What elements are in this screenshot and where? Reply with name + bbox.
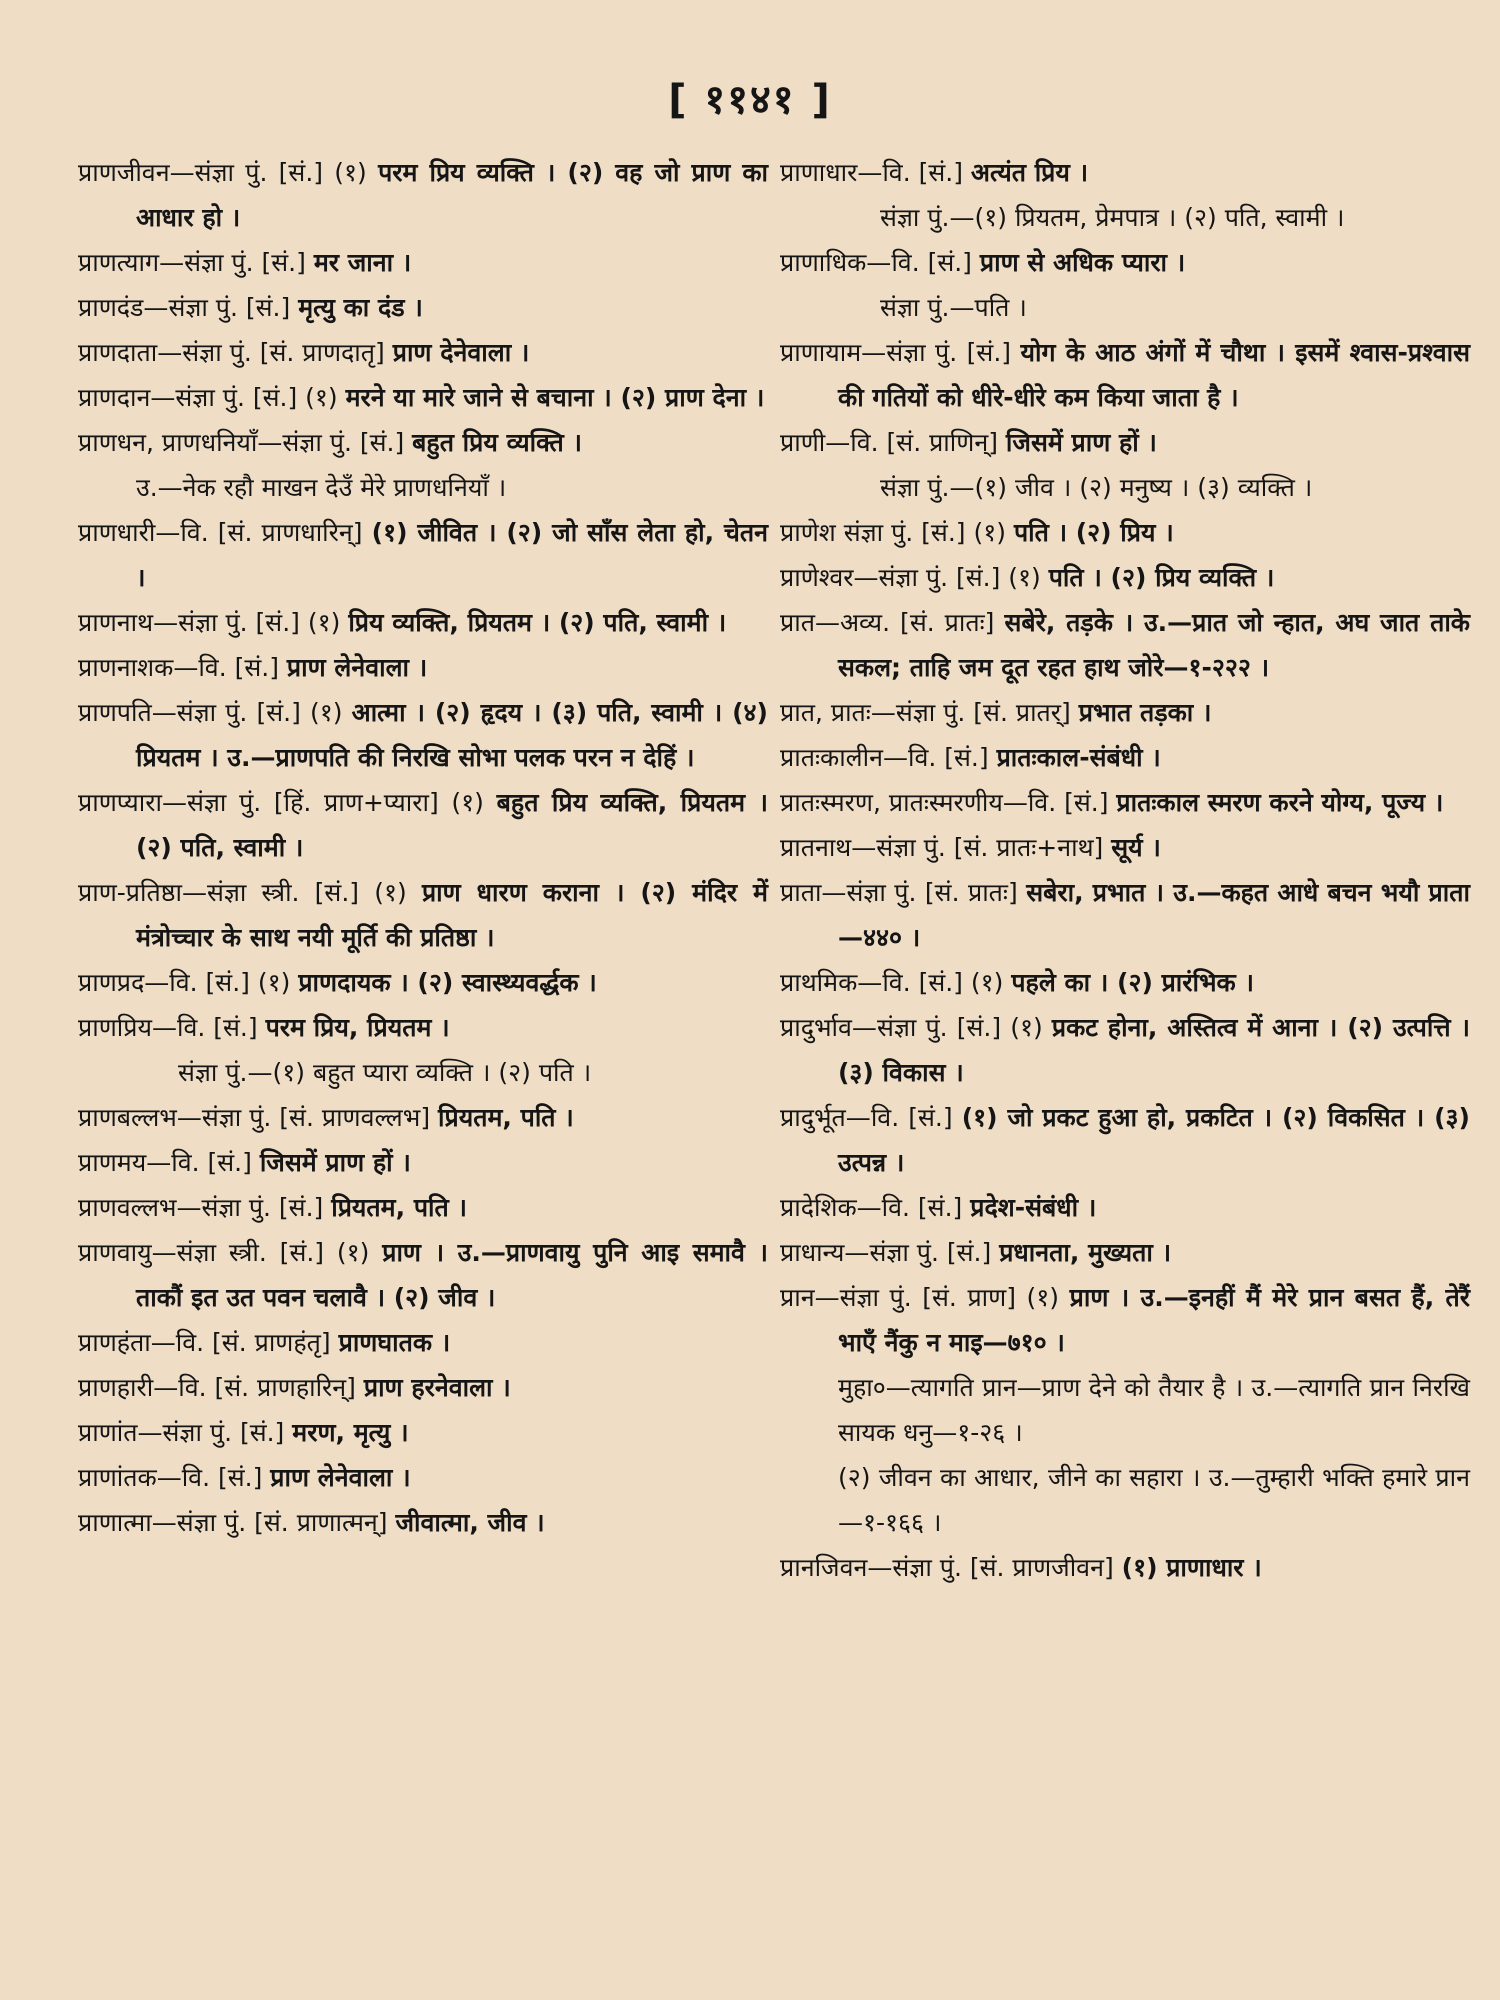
headword: प्राणहारी— bbox=[78, 1373, 179, 1402]
dictionary-entry bbox=[780, 1545, 1470, 1590]
grammar-note: संज्ञा स्त्री. [सं.] (१) bbox=[206, 878, 422, 907]
definition: प्रधानता, मुख्यता । bbox=[999, 1238, 1172, 1267]
headword: प्राणधन, प्राणधनियाँ— bbox=[78, 428, 283, 457]
dictionary-entry bbox=[780, 1005, 1470, 1095]
grammar-note: संज्ञा पुं. [सं.] bbox=[201, 1193, 332, 1222]
dictionary-entry bbox=[78, 960, 768, 1005]
headword: प्राणांतक— bbox=[78, 1463, 182, 1492]
headword: प्राता— bbox=[780, 878, 847, 907]
definition: प्रभात तड़का । bbox=[1078, 698, 1212, 727]
grammar-note: संज्ञा पुं. [सं.] (१) bbox=[194, 158, 379, 187]
headword: प्राणवायु— bbox=[78, 1238, 177, 1267]
definition: प्राणघातक । bbox=[338, 1328, 451, 1357]
dictionary-entry bbox=[780, 330, 1470, 420]
sub-entry bbox=[78, 1050, 768, 1095]
dictionary-entry bbox=[780, 1275, 1470, 1365]
definition: बहुत प्रिय व्यक्ति । bbox=[412, 428, 582, 457]
definition: प्राण देनेवाला । bbox=[392, 338, 530, 367]
grammar-note: संज्ञा पुं. [सं.] (१) bbox=[175, 383, 346, 412]
headword: प्राणांत— bbox=[78, 1418, 163, 1447]
grammar-note: वि. [सं.] bbox=[176, 1013, 266, 1042]
definition: प्रातःकाल-संबंधी । bbox=[996, 743, 1161, 772]
headword: प्रातःस्मरण, प्रातःस्मरणीय— bbox=[780, 788, 1028, 817]
sub-entry-text: संज्ञा पुं.—(१) बहुत प्यारा व्यक्ति । (२) पति । bbox=[178, 1058, 592, 1087]
definition: अत्यंत प्रिय । bbox=[970, 158, 1089, 187]
headword: प्राणदान— bbox=[78, 383, 176, 412]
dictionary-entry bbox=[780, 1095, 1470, 1185]
definition: पति । (२) प्रिय व्यक्ति । bbox=[1048, 563, 1275, 592]
definition: प्रातःकाल स्मरण करने योग्य, पूज्य । bbox=[1116, 788, 1444, 817]
grammar-note: संज्ञा पुं. [हिं. प्राण+प्यारा] (१) bbox=[186, 788, 497, 817]
definition: मृत्यु का दंड । bbox=[298, 293, 423, 322]
dictionary-entry bbox=[78, 285, 768, 330]
grammar-note: वि. [सं.] bbox=[1027, 788, 1117, 817]
definition: योग के आठ अंगों में चौथा । इसमें श्वास-प्रश्वास की गतियों को धीरे-धीरे कम किया जाता है । bbox=[838, 338, 1470, 412]
definition: प्रिय व्यक्ति, प्रियतम । (२) पति, स्वामी । bbox=[348, 608, 727, 637]
headword: प्रान— bbox=[780, 1283, 840, 1312]
definition: प्राण से अधिक प्यारा । bbox=[979, 248, 1186, 277]
dictionary-entry bbox=[78, 1095, 768, 1140]
grammar-note: वि. [सं.] bbox=[881, 1193, 971, 1222]
page-number: [ ११४१ ] bbox=[668, 77, 832, 123]
definition: बहुत प्रिय व्यक्ति, प्रियतम । (२) पति, स्वामी । bbox=[136, 788, 768, 862]
grammar-note: संज्ञा स्त्री. [सं.] (१) bbox=[176, 1238, 383, 1267]
dictionary-entry bbox=[78, 1005, 768, 1050]
dictionary-entry bbox=[780, 150, 1470, 195]
sub-entry bbox=[780, 1365, 1470, 1455]
definition: प्राण लेनेवाला । bbox=[286, 653, 428, 682]
grammar-note: संज्ञा पुं. [सं. प्राणजीवन] bbox=[892, 1553, 1122, 1582]
headword: प्राणप्रद— bbox=[78, 968, 170, 997]
headword: प्रात, प्रातः— bbox=[780, 698, 896, 727]
dictionary-entry bbox=[780, 870, 1470, 960]
sub-entry bbox=[780, 285, 1470, 330]
headword: प्रातःकालीन— bbox=[780, 743, 908, 772]
sub-entry-text: संज्ञा पुं.—(१) प्रियतम, प्रेमपात्र । (२) पति, स्वामी । bbox=[880, 203, 1345, 232]
dictionary-entry bbox=[78, 510, 768, 600]
definition: पति । (२) प्रिय । bbox=[1013, 518, 1174, 547]
definition: सबेरा, प्रभात । उ.—कहत आधे बचन भयौ प्राता—४४० । bbox=[838, 878, 1470, 952]
definition: मरने या मारे जाने से बचाना । (२) प्राण देना । bbox=[345, 383, 765, 412]
dictionary-entry bbox=[780, 555, 1470, 600]
dictionary-entry bbox=[78, 1365, 768, 1410]
definition: जिसमें प्राण हों । bbox=[1005, 428, 1157, 457]
headword: प्राणदंड— bbox=[78, 293, 169, 322]
definition: मर जाना । bbox=[313, 248, 412, 277]
definition: जीवात्मा, जीव । bbox=[395, 1508, 545, 1537]
grammar-note: संज्ञा पुं. [सं.] bbox=[162, 1418, 293, 1447]
grammar-note: संज्ञा पुं. [सं.] (१) bbox=[843, 518, 1014, 547]
headword: प्राणेश bbox=[780, 518, 844, 547]
definition: परम प्रिय व्यक्ति । (२) वह जो प्राण का आधार हो । bbox=[136, 158, 768, 232]
sub-entry bbox=[780, 465, 1470, 510]
headword: प्राथमिक— bbox=[780, 968, 883, 997]
sub-entry bbox=[780, 1455, 1470, 1545]
dictionary-entry bbox=[780, 240, 1470, 285]
grammar-note: वि. [सं.] bbox=[882, 158, 971, 187]
dictionary-entry bbox=[78, 645, 768, 690]
grammar-note: संज्ञा पुं. [सं.] bbox=[282, 428, 413, 457]
grammar-note: संज्ञा पुं. [सं. प्राणात्मन्] bbox=[176, 1508, 396, 1537]
grammar-note: संज्ञा पुं. [सं.] (१) bbox=[878, 563, 1049, 592]
dictionary-entry bbox=[78, 1410, 768, 1455]
headword: प्राणप्यारा— bbox=[78, 788, 187, 817]
definition: प्राण हरनेवाला । bbox=[363, 1373, 511, 1402]
definition: आत्मा । (२) हृदय । (३) पति, स्वामी । (४) प्रियतम । उ.—प्राणपति की निरखि सोभा पलक परन न देहिं । bbox=[136, 698, 768, 772]
dictionary-entry bbox=[78, 330, 768, 375]
headword: प्राधान्य— bbox=[780, 1238, 870, 1267]
definition: (१) जो प्रकट हुआ हो, प्रकटित । (२) विकसित । (३) उत्पन्न । bbox=[838, 1103, 1470, 1177]
grammar-note: संज्ञा पुं. [सं.] (१) bbox=[176, 698, 352, 727]
headword: प्राणधारी— bbox=[78, 518, 181, 547]
dictionary-entry bbox=[780, 1185, 1470, 1230]
definition: प्राण धारण कराना । (२) मंदिर में मंत्रोच्चार के साथ नयी मूर्ति की प्रतिष्ठा । bbox=[136, 878, 768, 952]
grammar-note: अव्य. [सं. प्रातः] bbox=[839, 608, 1005, 637]
dictionary-entry bbox=[78, 780, 768, 870]
dictionary-entry bbox=[78, 1230, 768, 1320]
grammar-note: वि. [सं.] bbox=[181, 1463, 271, 1492]
headword: प्राणाधिक— bbox=[780, 248, 892, 277]
dictionary-entry bbox=[78, 1185, 768, 1230]
sub-entry-text: (२) जीवन का आधार, जीने का सहारा । उ.—तुम्हारी भक्ति हमारे प्रान—१-१६६ । bbox=[838, 1463, 1470, 1537]
dictionary-entry bbox=[78, 1455, 768, 1500]
dictionary-entry bbox=[78, 600, 768, 645]
headword: प्राणपति— bbox=[78, 698, 177, 727]
headword: प्राणहंता— bbox=[78, 1328, 176, 1357]
headword: प्राणदाता— bbox=[78, 338, 183, 367]
definition: सबेरे, तड़के । उ.—प्रात जो न्हात, अघ जात ताके सकल; ताहि जम दूत रहत हाथ जोरे—१-२२२ । bbox=[838, 608, 1470, 682]
grammar-note: वि. [सं.] (१) bbox=[882, 968, 1012, 997]
dictionary-entry bbox=[78, 690, 768, 780]
dictionary-entry bbox=[780, 420, 1470, 465]
definition: प्रदेश-संबंधी । bbox=[970, 1193, 1097, 1222]
headword: प्रादुर्भाव— bbox=[780, 1013, 877, 1042]
dictionary-entry bbox=[780, 600, 1470, 690]
sub-entry-text: उ.—नेक रहौ माखन देउँ मेरे प्राणधनियाँ । bbox=[136, 473, 507, 502]
headword: प्राणवल्लभ— bbox=[78, 1193, 202, 1222]
definition: प्राण । उ.—प्राणवायु पुनि आइ समावै । ताकौं इत उत पवन चलावै । (२) जीव । bbox=[136, 1238, 768, 1312]
dictionary-entry bbox=[78, 1500, 768, 1545]
grammar-note: संज्ञा पुं. [सं. प्रातः+नाथ] bbox=[876, 833, 1112, 862]
definition: प्रियतम, पति । bbox=[331, 1193, 467, 1222]
headword: प्राणमय— bbox=[78, 1148, 172, 1177]
headword: प्राणेश्वर— bbox=[780, 563, 879, 592]
grammar-note: वि. [सं.] bbox=[198, 653, 287, 682]
dictionary-entry bbox=[780, 735, 1470, 780]
headword: प्राण-प्रतिष्ठा— bbox=[78, 878, 207, 907]
left-column bbox=[78, 150, 768, 1545]
dictionary-entry bbox=[780, 690, 1470, 735]
grammar-note: वि. [सं. प्राणिन्] bbox=[850, 428, 1006, 457]
headword: प्राणजीवन— bbox=[78, 158, 195, 187]
headword: प्राणायाम— bbox=[780, 338, 887, 367]
grammar-note: वि. [सं.] (१) bbox=[169, 968, 299, 997]
definition: प्रकट होना, अस्तित्व में आना । (२) उत्पत्ति । (३) विकास । bbox=[838, 1013, 1470, 1087]
definition: प्राण लेनेवाला । bbox=[270, 1463, 411, 1492]
definition: मरण, मृत्यु । bbox=[292, 1418, 409, 1447]
headword: प्राणाधार— bbox=[780, 158, 883, 187]
headword: प्राणनाथ— bbox=[78, 608, 179, 637]
definition: (१) जीवित । (२) जो साँस लेता हो, चेतन । bbox=[136, 518, 768, 592]
headword: प्रात— bbox=[780, 608, 840, 637]
grammar-note: संज्ञा पुं. [सं.] bbox=[184, 248, 314, 277]
grammar-note: संज्ञा पुं. [सं.] (१) bbox=[876, 1013, 1052, 1042]
headword: प्राणप्रिय— bbox=[78, 1013, 177, 1042]
headword: प्राणनाशक— bbox=[78, 653, 199, 682]
headword: प्रादेशिक— bbox=[780, 1193, 882, 1222]
grammar-note: वि. [सं. प्राणहारिन्] bbox=[178, 1373, 364, 1402]
headword: प्राणात्मा— bbox=[78, 1508, 177, 1537]
grammar-note: संज्ञा पुं. [सं. प्राण] (१) bbox=[839, 1283, 1070, 1312]
grammar-note: वि. [सं. प्राणधारिन्] bbox=[180, 518, 372, 547]
sub-entry bbox=[780, 195, 1470, 240]
definition: (१) प्राणाधार । bbox=[1121, 1553, 1262, 1582]
sub-entry-text: संज्ञा पुं.—पति । bbox=[880, 293, 1027, 322]
definition: प्रियतम, पति । bbox=[438, 1103, 574, 1132]
grammar-note: संज्ञा पुं. [सं. प्रातः] bbox=[846, 878, 1027, 907]
headword: प्राणत्याग— bbox=[78, 248, 185, 277]
right-column bbox=[780, 150, 1470, 1590]
dictionary-entry bbox=[78, 150, 768, 240]
grammar-note: वि. [सं. प्राणहंतृ] bbox=[175, 1328, 339, 1357]
definition: सूर्य । bbox=[1111, 833, 1161, 862]
grammar-note: संज्ञा पुं. [सं.] bbox=[869, 1238, 1000, 1267]
grammar-note: वि. [सं.] bbox=[870, 1103, 962, 1132]
grammar-note: वि. [सं.] bbox=[171, 1148, 260, 1177]
dictionary-entry bbox=[78, 870, 768, 960]
dictionary-entry bbox=[78, 1140, 768, 1185]
dictionary-entry bbox=[780, 780, 1470, 825]
dictionary-entry bbox=[78, 420, 768, 465]
definition: परम प्रिय, प्रियतम । bbox=[265, 1013, 450, 1042]
sub-entry-text: संज्ञा पुं.—(१) जीव । (२) मनुष्य । (३) व्यक्ति । bbox=[880, 473, 1313, 502]
definition: जिसमें प्राण हों । bbox=[259, 1148, 411, 1177]
grammar-note: संज्ञा पुं. [सं.] (१) bbox=[178, 608, 349, 637]
dictionary-entry bbox=[780, 825, 1470, 870]
grammar-note: संज्ञा पुं. [सं. प्रातर्] bbox=[895, 698, 1079, 727]
grammar-note: संज्ञा पुं. [सं.] bbox=[168, 293, 299, 322]
headword: प्रानजिवन— bbox=[780, 1553, 893, 1582]
definition: प्राण । उ.—इनहीं मैं मेरे प्रान बसत हैं, तेरैं भाएँ नैंकु न माइ—७१० । bbox=[838, 1283, 1470, 1357]
headword: प्राणबल्लभ— bbox=[78, 1103, 202, 1132]
headword: प्रादुर्भूत— bbox=[780, 1103, 871, 1132]
sub-entry bbox=[78, 465, 768, 510]
dictionary-entry bbox=[78, 375, 768, 420]
grammar-note: संज्ञा पुं. [सं. प्राणदातृ] bbox=[182, 338, 393, 367]
headword: प्रातनाथ— bbox=[780, 833, 877, 862]
grammar-note: संज्ञा पुं. [सं.] bbox=[886, 338, 1021, 367]
dictionary-entry bbox=[780, 960, 1470, 1005]
definition: प्राणदायक । (२) स्वास्थ्यवर्द्धक । bbox=[298, 968, 597, 997]
dictionary-entry bbox=[780, 510, 1470, 555]
dictionary-entry bbox=[78, 1320, 768, 1365]
grammar-note: वि. [सं.] bbox=[891, 248, 980, 277]
definition: पहले का । (२) प्रारंभिक । bbox=[1011, 968, 1254, 997]
grammar-note: संज्ञा पुं. [सं. प्राणवल्लभ] bbox=[201, 1103, 439, 1132]
headword: प्राणी— bbox=[780, 428, 851, 457]
grammar-note: वि. [सं.] bbox=[907, 743, 997, 772]
dictionary-entry bbox=[780, 1230, 1470, 1275]
sub-entry-text: मुहा०—त्यागति प्रान—प्राण देने को तैयार है । उ.—त्यागति प्रान निरखि सायक धनु—१-२६ । bbox=[838, 1373, 1470, 1447]
dictionary-entry bbox=[78, 240, 768, 285]
